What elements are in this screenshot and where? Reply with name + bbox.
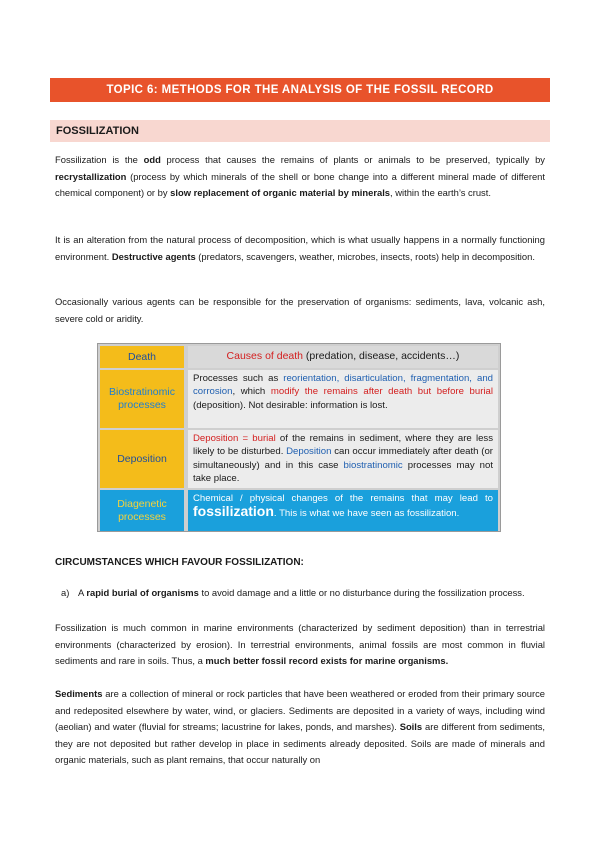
figure-label-diagenetic: Diagenetic processes xyxy=(100,490,184,531)
text-span: are a collection of mineral or rock particles that have been weathered or eroded from their primary source and redeposited elsewhere by water, wind, or glaciers. Sediments are deposited in a variety of ways, including wind (aeolian) and water (fluvial for streams; lacustrine for lakes, ponds, and marshes). xyxy=(55,688,545,732)
list-marker: a) xyxy=(61,587,70,598)
text-span: are different from sediments, they are not deposited but rather develop in place in sediments already deposited. Soils are made of minerals and organic materials, such as plant remains, that occur naturally on xyxy=(55,721,545,765)
figure-row-biostratinomic xyxy=(100,370,498,428)
bold-span: slow replacement of organic material by minerals xyxy=(170,187,391,198)
text-span: , within the earth’s crust. xyxy=(390,187,491,198)
figure-label-deposition: Deposition xyxy=(100,430,184,488)
bold-span: recrystallization xyxy=(55,170,127,182)
blue-span: reorientation, disarticulation, fragmentation, and corrosion xyxy=(193,373,493,398)
paragraph-decomposition xyxy=(55,232,545,265)
figure-label-death: Death xyxy=(100,346,184,368)
text-span: process that causes the remains of plants or animals to be preserved, typically by xyxy=(160,154,545,165)
paragraph-marine-environments xyxy=(55,620,545,670)
figure-row-diagenetic xyxy=(100,490,498,531)
red-span: Deposition = burial xyxy=(193,433,276,444)
text-span: , which xyxy=(232,386,271,398)
bold-span: much better fossil record exists for marine organisms. xyxy=(205,655,449,666)
paragraph-sediments-soils xyxy=(55,686,545,769)
red-span: modify the remains after death but before burial xyxy=(270,386,493,398)
text-span: to avoid damage and a little or no disturbance during the fossilization process. xyxy=(198,587,525,598)
text-span: (deposition). Not desirable: information is lost. xyxy=(193,399,388,411)
figure-label-biostratinomic: Biostratinomic processes xyxy=(100,370,184,428)
large-span: fossilization xyxy=(193,503,274,520)
bold-span: Soils xyxy=(399,721,423,732)
figure-row-death xyxy=(100,346,498,368)
circumstances-heading: CIRCUMSTANCES WHICH FAVOUR FOSSILIZATION: xyxy=(55,557,304,568)
text-span: of the remains in sediment, where they are less likely to be disturbed. xyxy=(193,433,493,458)
figure-description-biostratinomic xyxy=(188,370,498,428)
text-span: Fossilization is much common in marine environments (characterized by sediment deposition) than in terrestrial environments (characterized by erosion). In terrestrial environments, animal fossils are most common in fluvial sediments and rare in soils. Thus, a xyxy=(55,622,545,666)
bold-span: rapid burial of organisms xyxy=(86,587,199,598)
text-span: (predation, disease, accidents…) xyxy=(303,350,460,363)
text-span: Chemical / physical changes of the remains that may lead to xyxy=(193,493,493,504)
text-span: (process by which minerals of the shell or bone change into a different mineral made of different chemical component) or by xyxy=(55,170,545,198)
text-span: It is an alteration from the natural process of decomposition, which is what usually happens in a normally functioning environment. xyxy=(55,234,545,262)
blue-span: Deposition xyxy=(286,446,332,458)
bold-span: Destructive agents xyxy=(111,250,196,262)
red-span: Causes of death xyxy=(226,350,304,363)
text-span: Processes such as xyxy=(193,373,284,384)
topic-title-banner xyxy=(50,78,550,102)
bold-span: Sediments xyxy=(55,688,103,699)
fossilization-process-table xyxy=(97,343,501,532)
text-span: processes may not take place. xyxy=(193,459,493,485)
paragraph-preservation-agents xyxy=(55,294,545,327)
list-item-rapid-burial xyxy=(61,585,545,602)
figure-description-death xyxy=(188,346,498,368)
figure-description-diagenetic xyxy=(188,490,498,531)
bold-span: odd xyxy=(143,154,161,165)
text-span: (predators, scavengers, weather, microbes, insects, roots) help in decomposition. xyxy=(195,250,535,262)
section-title: FOSSILIZATION xyxy=(56,125,139,137)
text-span: . This is what we have seen as fossilization. xyxy=(273,508,460,520)
figure-description-deposition xyxy=(188,430,498,488)
topic-title: TOPIC 6: METHODS FOR THE ANALYSIS OF THE FOSSIL RECORD xyxy=(106,84,494,96)
text-span: Fossilization is the xyxy=(55,154,144,165)
text-span: A xyxy=(78,587,87,598)
section-header-fossilization xyxy=(50,120,550,142)
figure-row-deposition xyxy=(100,430,498,488)
text-span: Occasionally various agents can be responsible for the preservation of organisms: sediments, lava, volcanic ash, severe cold or aridity. xyxy=(55,296,545,324)
text-span: can occur immediately after death (or simultaneously) and in this case xyxy=(193,446,493,471)
blue-span: biostratinomic xyxy=(343,459,403,471)
paragraph-fossilization-definition xyxy=(55,152,545,202)
